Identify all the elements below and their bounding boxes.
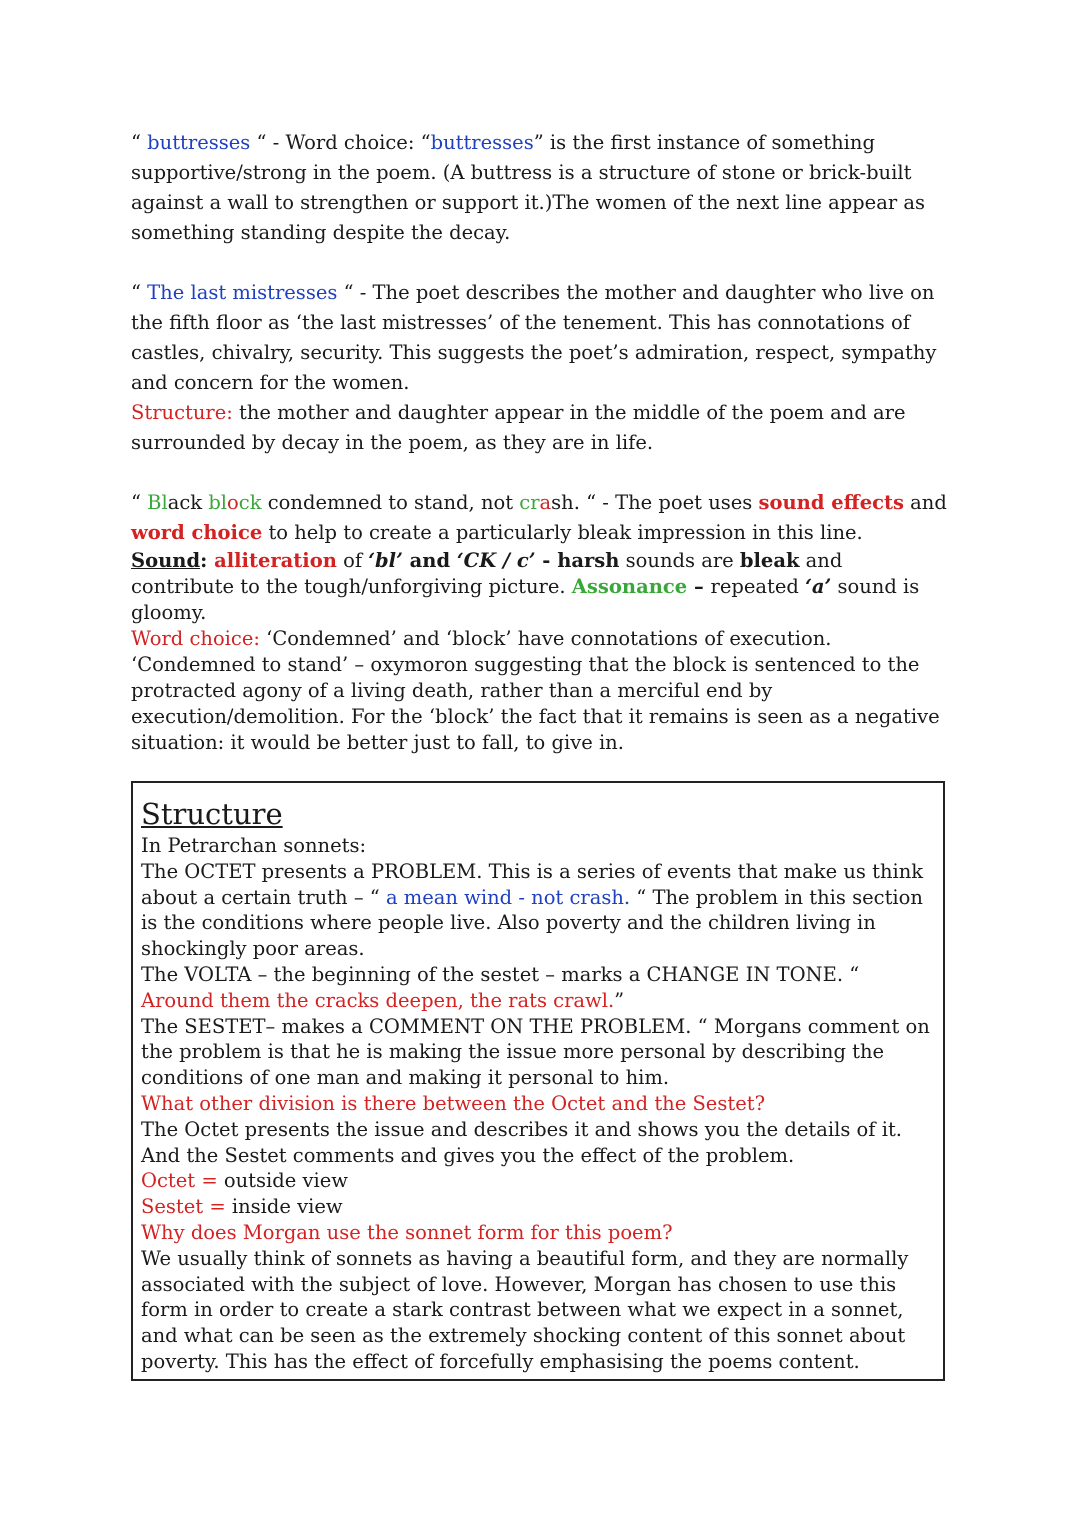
word-choice-label: Word choice: <box>131 627 260 650</box>
octet-paragraph: The OCTET presents a PROBLEM. This is a series of events that make us think about a certain truth – “ a mean wind - not crash. “ The problem in this section is the conditions where people live. Also poverty and the children living in shockingly poor areas. <box>141 859 924 961</box>
quote-last-mistresses: The last mistresses <box>147 281 338 304</box>
volta-paragraph: The VOLTA – the beginning of the sestet – marks a CHANGE IN TONE. “ Around them the cracks deepen, the rats crawl.” <box>141 962 860 1012</box>
black-block-section <box>131 488 951 756</box>
volta-quote: Around them the cracks deepen, the rats crawl. <box>141 988 615 1012</box>
quote-buttresses-2: buttresses <box>430 131 534 154</box>
octet-view-line: Octet = outside view <box>141 1169 348 1193</box>
question-sonnet-form: Why does Morgan use the sonnet form for this poem? <box>141 1220 673 1244</box>
intro-line: In Petrarchan sonnets: <box>141 834 367 857</box>
structure-box <box>131 781 945 1381</box>
buttresses-paragraph: “ buttresses “ - Word choice: “buttresses” is the first instance of something supportive/strong in the poem. (A buttress is a structure of stone or brick-built against a wall to strengthen or support it.)The women of the next line appear as something standing despite the decay. <box>131 131 925 244</box>
assonance-term: Assonance <box>571 575 688 598</box>
sound-effects-term: sound effects <box>758 491 904 514</box>
sestet-view-line: Sestet = inside view <box>141 1195 343 1219</box>
sound-label: Sound <box>131 549 201 572</box>
sestet-paragraph: The SESTET– makes a COMMENT ON THE PROBLEM. “ Morgans comment on the problem is that he is making the issue more personal by describing the conditions of one man and making it personal to him. <box>141 1014 930 1090</box>
quote-buttresses: buttresses <box>147 131 251 154</box>
question-division: What other division is there between the Octet and the Sestet? <box>141 1091 766 1115</box>
octet-quote: a mean wind - not crash. <box>385 885 631 909</box>
structure-label: Structure: <box>131 401 233 424</box>
structure-note: Structure: the mother and daughter appear in the middle of the poem and are surrounded by decay in the poem, as they are in life. <box>131 401 906 454</box>
sound-paragraph: Sound: alliteration of ‘bl’ and ‘CK / c’ - harsh sounds are bleak and contribute to the tough/unforgiving picture. Assonance – repeated ‘a’ sound is gloomy. <box>131 549 920 624</box>
alliteration-term: alliteration <box>214 549 337 572</box>
structure-heading: Structure <box>141 797 283 831</box>
mistresses-paragraph: “ The last mistresses “ - The poet describes the mother and daughter who live on the fifth floor as ‘the last mistresses’ of the tenement. This has connotations of castles, chivalry, security. This suggests the poet’s admiration, respect, sympathy and concern for the women. <box>131 281 937 394</box>
word-choice-term: word choice <box>131 521 263 544</box>
word-choice-paragraph: Word choice: ‘Condemned’ and ‘block’ have connotations of execution. <box>131 627 832 650</box>
answer-division: The Octet presents the issue and describes it and shows you the details of it. And the Sestet comments and gives you the effect of the problem. <box>141 1117 902 1167</box>
oxymoron-paragraph: ‘Condemned to stand’ – oxymoron suggesting that the block is sentenced to the protracted agony of a living death, rather than a merciful end by execution/demolition. For the ‘block’ the fact that it remains is seen as a negative situation: it would be better just to fall, to give in. <box>131 653 940 754</box>
answer-sonnet-form: We usually think of sonnets as having a beautiful form, and they are normally associated with the subject of love. However, Morgan has chosen to use this form in order to create a stark contrast between what we expect in a sonnet, and what can be seen as the extremely shocking content of this sonnet about poverty. This has the effect of forcefully emphasising the poems content. <box>141 1246 909 1373</box>
mistresses-section <box>131 278 951 458</box>
black-block-paragraph: “ Black block condemned to stand, not crash. “ - The poet uses sound effects and word choice to help to create a particularly bleak impression in this line. <box>131 491 947 544</box>
